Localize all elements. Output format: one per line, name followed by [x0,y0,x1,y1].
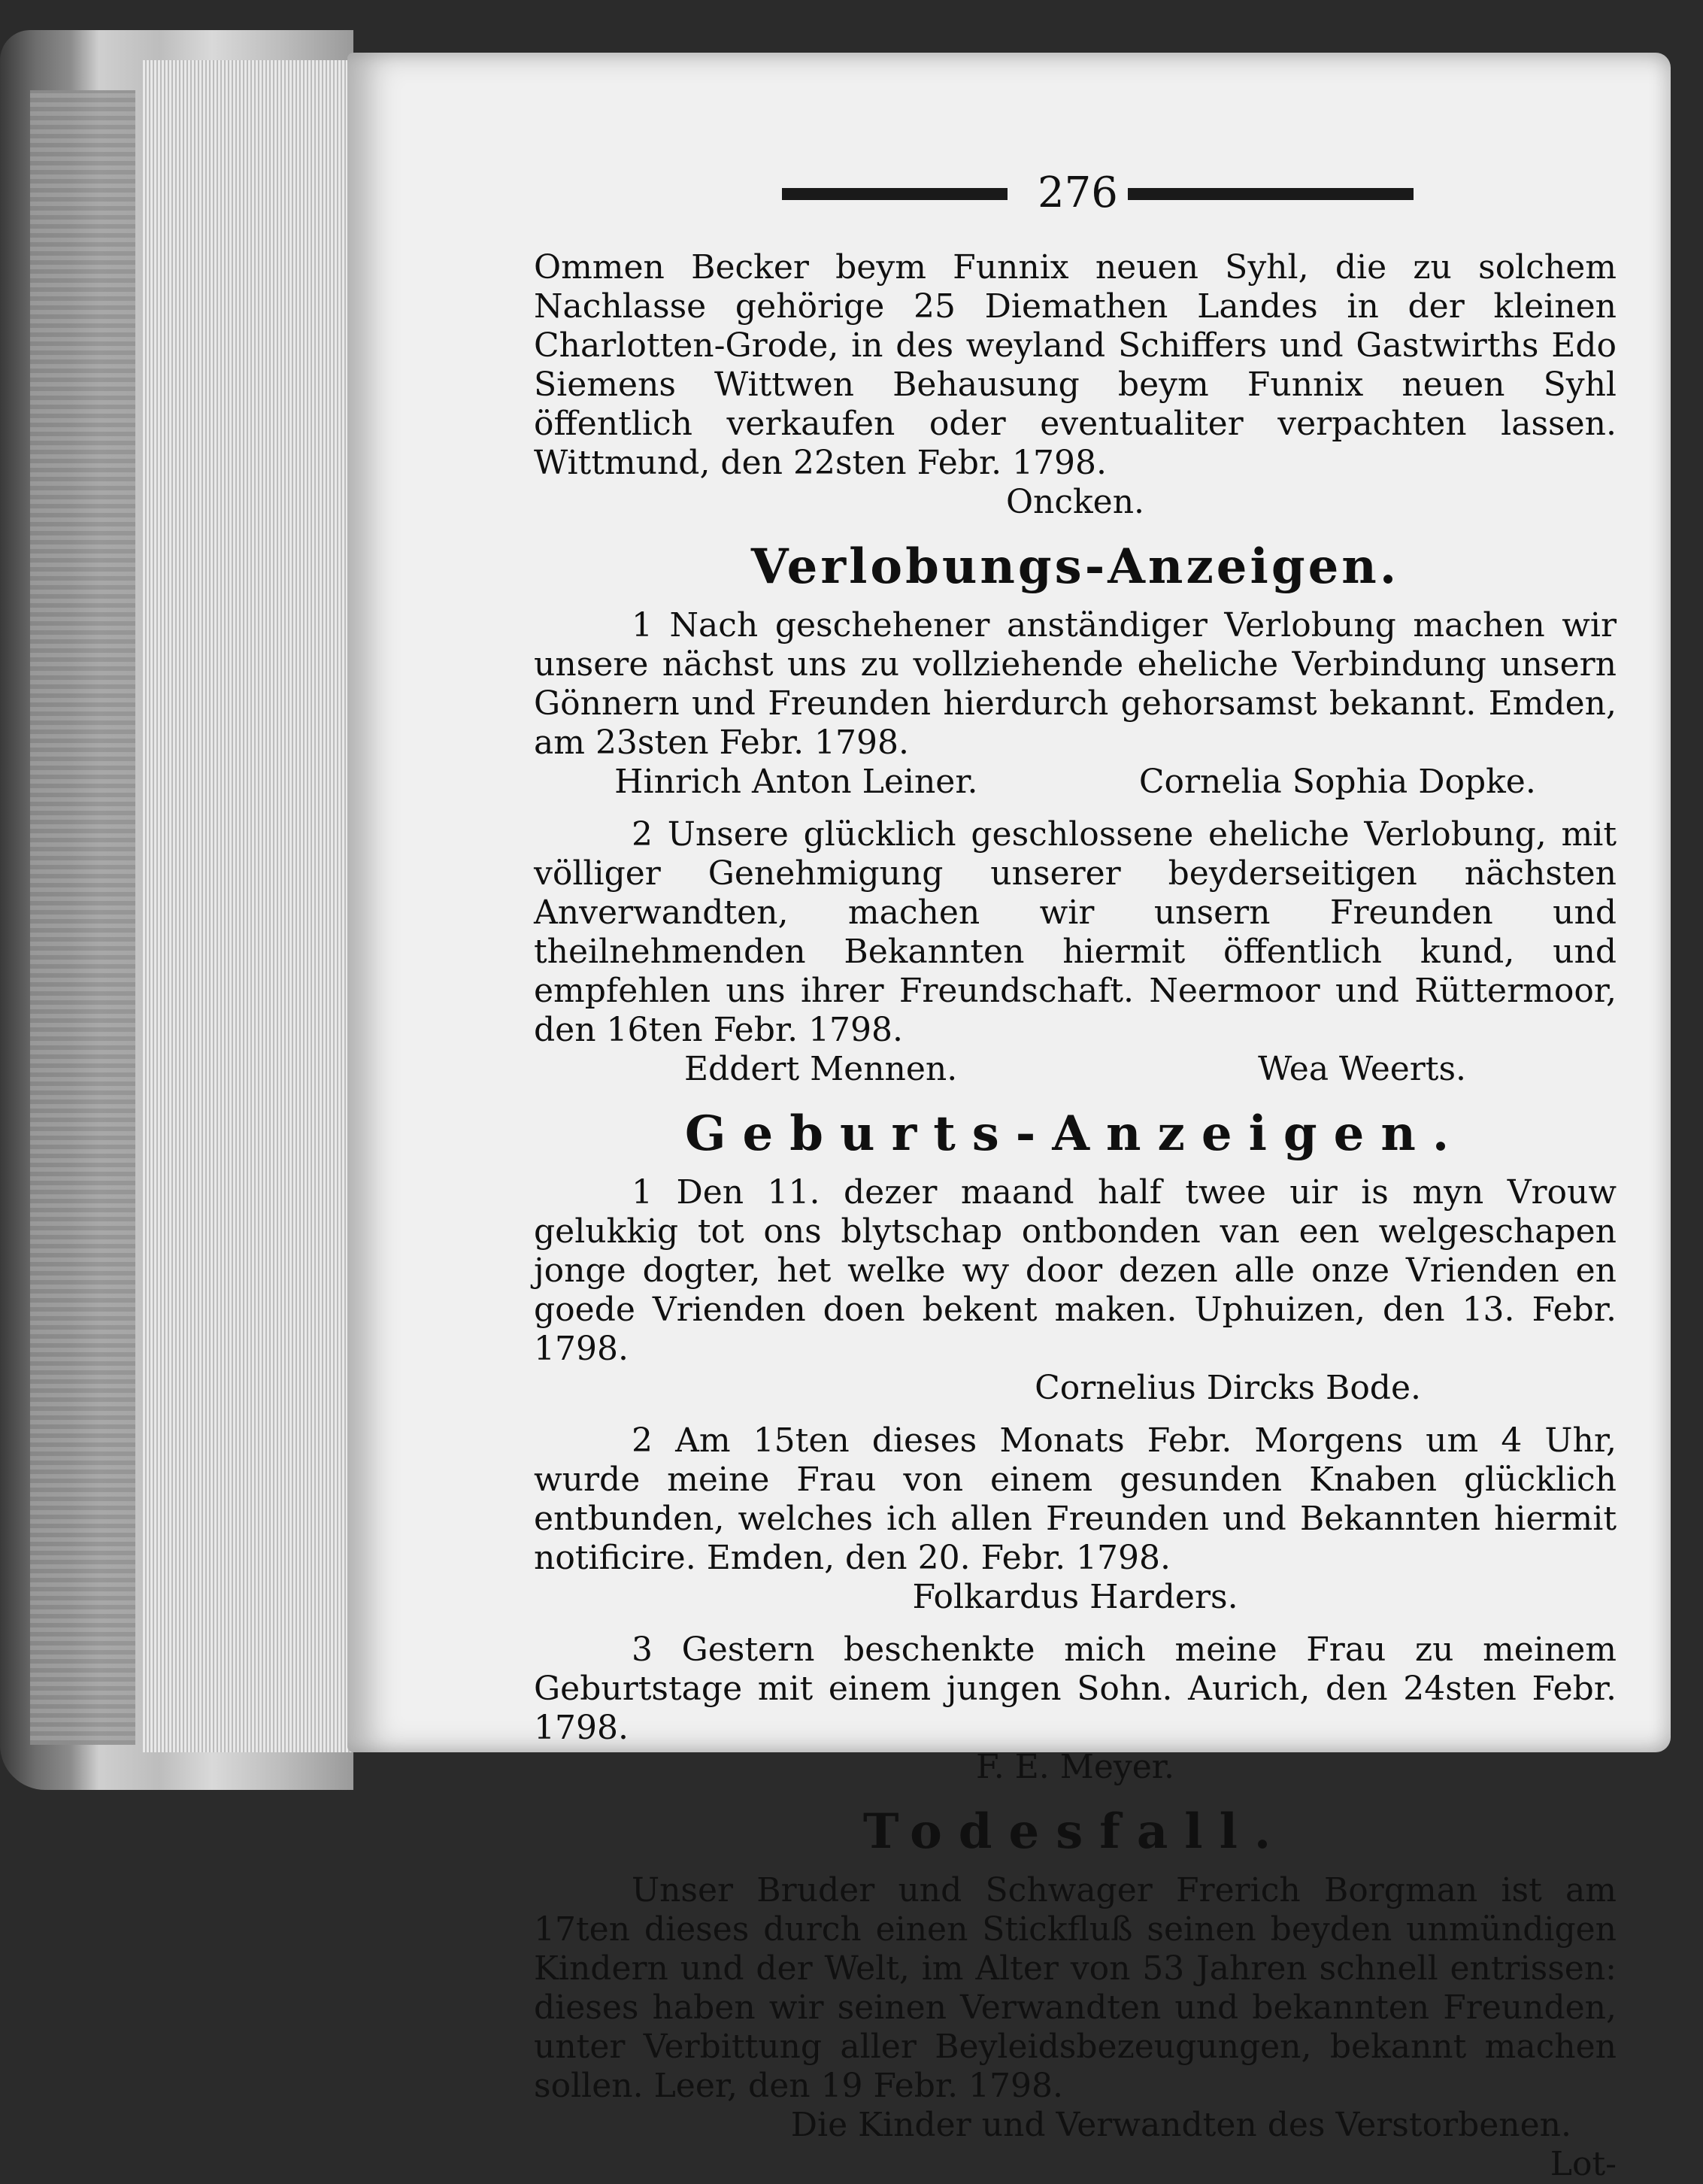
betrothal-item-1-signatures [534,763,1617,802]
birth-item-3: 3 Gestern beschenkte mich meine Frau zu meinem Geburtstage mit einem jungen Sohn. Aurich, den 24sten Febr. 1798. [534,1630,1617,1747]
page-number: 276 [1038,168,1118,217]
birth-item-2-signature: Folkardus Harders. [912,1578,1238,1616]
death-notice-signature: Die Kinder und Verwandten des Verstorbenen. [790,2106,1571,2144]
header-rule-right [1128,188,1414,200]
betrothal-item-2: 2 Unsere glücklich geschlossene eheliche Verlobung, mit völliger Genehmigung unserer beyderseitigen nächsten Anverwandten, machen wir unsern Freunden und theilnehmenden Bekannten hiermit öffentlich kund, und empfehlen uns ihrer Freundschaft. Neermoor und Rüttermoor, den 16ten Febr. 1798. [534,815,1617,1049]
betrothal-heading: Verlobungs-Anzeigen. [750,538,1400,595]
sale-notice-signature: Oncken. [1005,483,1145,521]
betrothal-item-1-signature-a: Hinrich Anton Leiner. [614,763,978,801]
death-heading: Todesfall. [862,1803,1288,1860]
sale-notice-text: Ommen Becker beym Funnix neuen Syhl, die zu solchem Nachlasse gehörige 25 Diemathen Landes in der kleinen Charlotten-Grode, in des weyland Schiffers und Gastwirths Edo Siemens Wittwen Behausung beym Funnix neuen Syhl öffentlich verkaufen oder eventualiter verpachten lassen. Wittmund, den 22sten Febr. 1798. [534,248,1617,482]
death-notice-text: Unser Bruder und Schwager Frerich Borgman ist am 17ten dieses durch einen Stickfluß seinen beyden unmündigen Kindern und der Welt, im Alter von 53 Jahren schnell entrissen: dieses haben wir seinen Verwandten und bekannten Freunden, unter Verbittung aller Beyleidsbezeugungen, bekannt machen sollen. Leer, den 19 Febr. 1798. [534,1871,1617,2105]
page-body [534,248,1617,2184]
betrothal-item-2-signatures [534,1050,1617,1089]
birth-item-1: 1 Den 11. dezer maand half twee uir is myn Vrouw gelukkig tot ons blytschap ontbonden van een welgeschapen jonge dogter, het welke wy door dezen alle onze Vrienden en goede Vrienden doen bekent maken. Uphuizen, den 13. Febr. 1798. [534,1173,1617,1368]
page-header [782,168,1632,217]
book-spine-texture [30,90,135,1745]
betrothal-item-1: 1 Nach geschehener anständiger Verlobung machen wir unsere nächst uns zu vollziehende eheliche Verbindung unsern Gönnern und Freunden hierdurch gehorsamst bekannt. Emden, am 23sten Febr. 1798. [534,606,1617,762]
birth-item-2: 2 Am 15ten dieses Monats Febr. Morgens um 4 Uhr, wurde meine Frau von einem gesunden Knaben glücklich entbunden, welches ich allen Freunden und Bekannten hiermit notificire. Emden, den 20. Febr. 1798. [534,1421,1617,1577]
birth-heading: Geburts-Anzeigen. [684,1106,1466,1162]
page-stack-edges [143,60,361,1752]
birth-item-3-signature: F. E. Meyer. [976,1748,1174,1786]
header-rule-left [782,188,1008,200]
catchword: Lot- [1550,2145,1617,2183]
betrothal-item-1-signature-b: Cornelia Sophia Dopke. [1138,763,1536,801]
birth-item-1-signature: Cornelius Dircks Bode. [1035,1369,1421,1407]
betrothal-item-2-signature-b: Wea Weerts. [1258,1050,1467,1088]
betrothal-item-2-signature-a: Eddert Mennen. [683,1050,958,1088]
